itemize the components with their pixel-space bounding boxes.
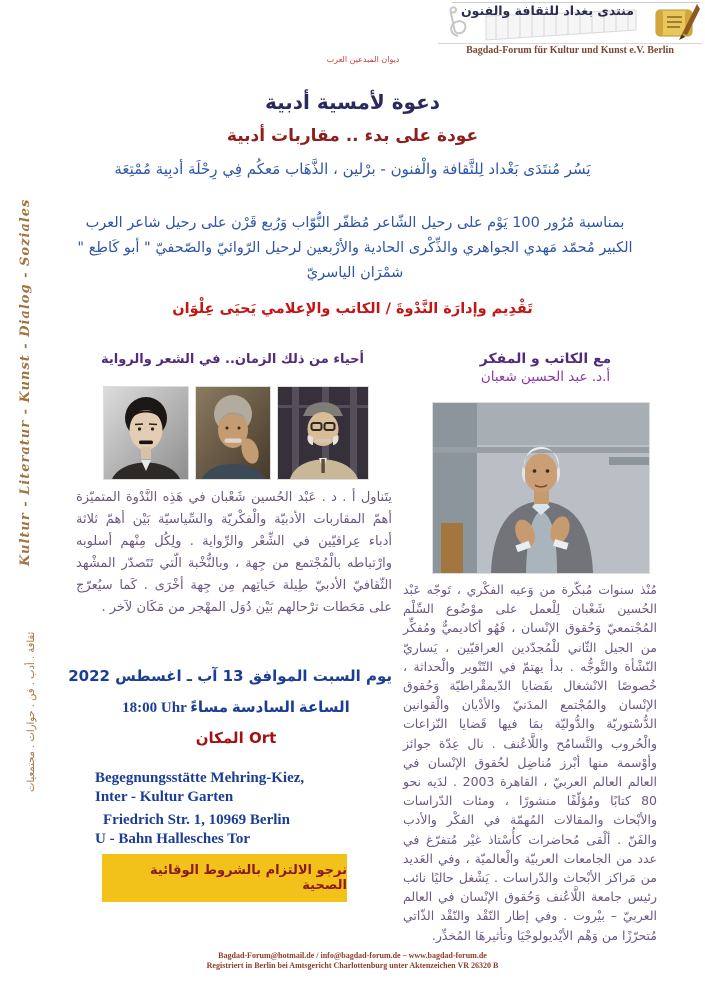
tagline-text: ديوان المبدعين العرب — [326, 55, 400, 64]
portraits-row — [103, 386, 369, 480]
footer — [0, 951, 705, 971]
speaker-bio: مُنْذ سنوات مُبكّرة من وَعيه الفكْري ، تَوجّه عَبْد الحُسين شَعْبان لِلْعمل على موْضُوع السِّلْم المُجْتمعيّ وَحُقوق الإنْسان ، فَهُو أكاديميٌّ ومُفكِّر من الجيل الثّاني للْمُجدّدين العراقيّين ، يَساريّ النّشْأة والتَّوجُّه . بدأ يهتمّ في التّنْوير والْحداثة ، خُصوصًا الانْشغال بقَضايا الدّيمقْراطيّة وَحُقوق الإنْسان والمُجْتمع المدَنيّ والأدْيان والْقوانين الدُّسْتوريّة والدُّوليّة بمَا فيها قَضايا النّزاعات والْحُروب والتَّسامُح واللَّاعُنف . نال عِدّة جوائز وأوْسمة منها أبْرز مُناضِل لحُقوق الإنْسان في العالم العالم العربيّ ، القاهرة 2003 . لدَيه نحو 80 كتابًا ومُؤلّفًا منشورًا ، ومئات الدّراسات والأبْحاث والمقالات المُهمّة في الفكْر والأدب والفَنّ . ألْقى مُحاضرات كأُسْتاذ غيْر مُتفرّغ في عدد من الجامعات العربيّة والْعالميّة ، وفي العَديد من مَراكز الأبْحاث والدّراسات . يَشْغل حاليًا نائب رئيس جامعة اللَّاعُنف وَحُقوق الإنْسان في العالم العربيّ – بيْروت . وفي إطار النّقْد والنّقْد الذّاتي مُتحرّزًا من وَهْم الأيْديولوجْيَا وتأثيرهَا المُخدِّر. — [403, 582, 657, 943]
logo-arabic-title: منتدى بغداد للثقافة والفنون — [460, 3, 635, 18]
footer-register-line: Registriert in Berlin bei Amtsgericht Charlottenburg unter Aktenzeichen VR 26320 B — [206, 961, 499, 970]
venue-address — [95, 769, 395, 849]
right-column-header: مع الكاتب و المفكر — [479, 351, 612, 367]
page-title: دعوة لأمسية أدبية — [264, 90, 441, 114]
logo — [438, 2, 702, 56]
address-line: Inter - Kultur Garten — [95, 789, 234, 805]
health-notice-text: نرجو الالتزام بالشروط الوقائية الصحية — [150, 863, 347, 893]
portrait-photo-3 — [277, 386, 369, 480]
side-text-arabic: ثقافة . أدب . فن . حوارات . مجتمعيات — [26, 631, 37, 792]
event-place-label: المكان Ort — [195, 729, 277, 747]
event-time: 18:00 Uhr الساعة السادسة مساءً — [122, 700, 350, 716]
side-text-german: Kultur - Literatur - Kunst - Dialog - Soziales — [18, 198, 33, 566]
left-column-header: أحياء من ذلك الزمان.. في الشعر والرواية — [100, 352, 364, 367]
page-subtitle: عودة على بدء .. مقاربات أدبية — [226, 126, 479, 146]
seminar-description: يتَناول أ . د . عَبْد الحُسين شَعْبان في هَذِه النَّدْوة المتميّزة أهمّ المقاربات الأدبيّة والْفكْريّة والسِّياسيّة بَيْن أهمّ ثلاثة أدباء عِراقيّين في الشِّعْر والرِّواية . ولِكُل مِنْهم أسلوبه وارْتباطه بالْمُجْتمع من جِهة ، وبالنُّخْبة الّتي تَتَصدّر المشْهد الثّقافيّ الأدبيّ طِيلة حَياتِهم مِن جِهة أخْرَى . كَما سيُعرّج على مَحَطات ترْحالهم بَيْن دُوَل المهْجر من مَكَان لآخر . — [76, 490, 392, 615]
logo-german-title: Bagdad-Forum für Kultur und Kunst e.V. Berlin — [438, 43, 702, 56]
scroll-quill-icon — [652, 2, 702, 44]
portrait-photo-2 — [195, 386, 271, 480]
address-line: U - Bahn Hallesches Tor — [95, 831, 251, 847]
portrait-photo-1 — [103, 386, 189, 480]
welcome-line: يَسُر مُنتَدَى بَغْداد لِلثَّقافة والْفنون - برْلين ، الذَّهَاب مَعكُم فِي رِحْلَة أدبِية مُمْتِعَة — [114, 160, 591, 178]
moderation-line: تَقْدِيم وإدارَة النَّدْوةَ / الكاتب والإعلامي يَحيَى عِلْوَان — [172, 301, 533, 317]
speaker-name: أ.د. عبد الحسين شعبان — [480, 369, 611, 385]
footer-contact-line: Bagdad-Forum@hotmail.de / info@bagdad-forum.de – www.bagdad-forum.de — [218, 951, 487, 960]
event-date: يوم السبت الموافق 13 آب ـ اغسطس 2022 — [68, 667, 392, 685]
occasion-paragraph: بمناسبة مُرُور 100 يَوْم على رحيل الشّاعر مُظفّر النُّوّاب وَرُبع قَرْن على رحيل شاعر العرب الكبير مُحمّد مَهدي الجواهري والذِّكْرى الحادية والأرْبعين لرحيل الرّوائيّ والصّحفيّ " أبو كَاطِع " شمْرَان الياسريّ — [77, 215, 633, 281]
speaker-photo — [432, 402, 650, 574]
address-line: Begegnungsstätte Mehring-Kiez, — [95, 770, 305, 786]
health-notice-box — [102, 854, 347, 902]
address-line: Friedrich Str. 1, 10969 Berlin — [103, 812, 290, 828]
